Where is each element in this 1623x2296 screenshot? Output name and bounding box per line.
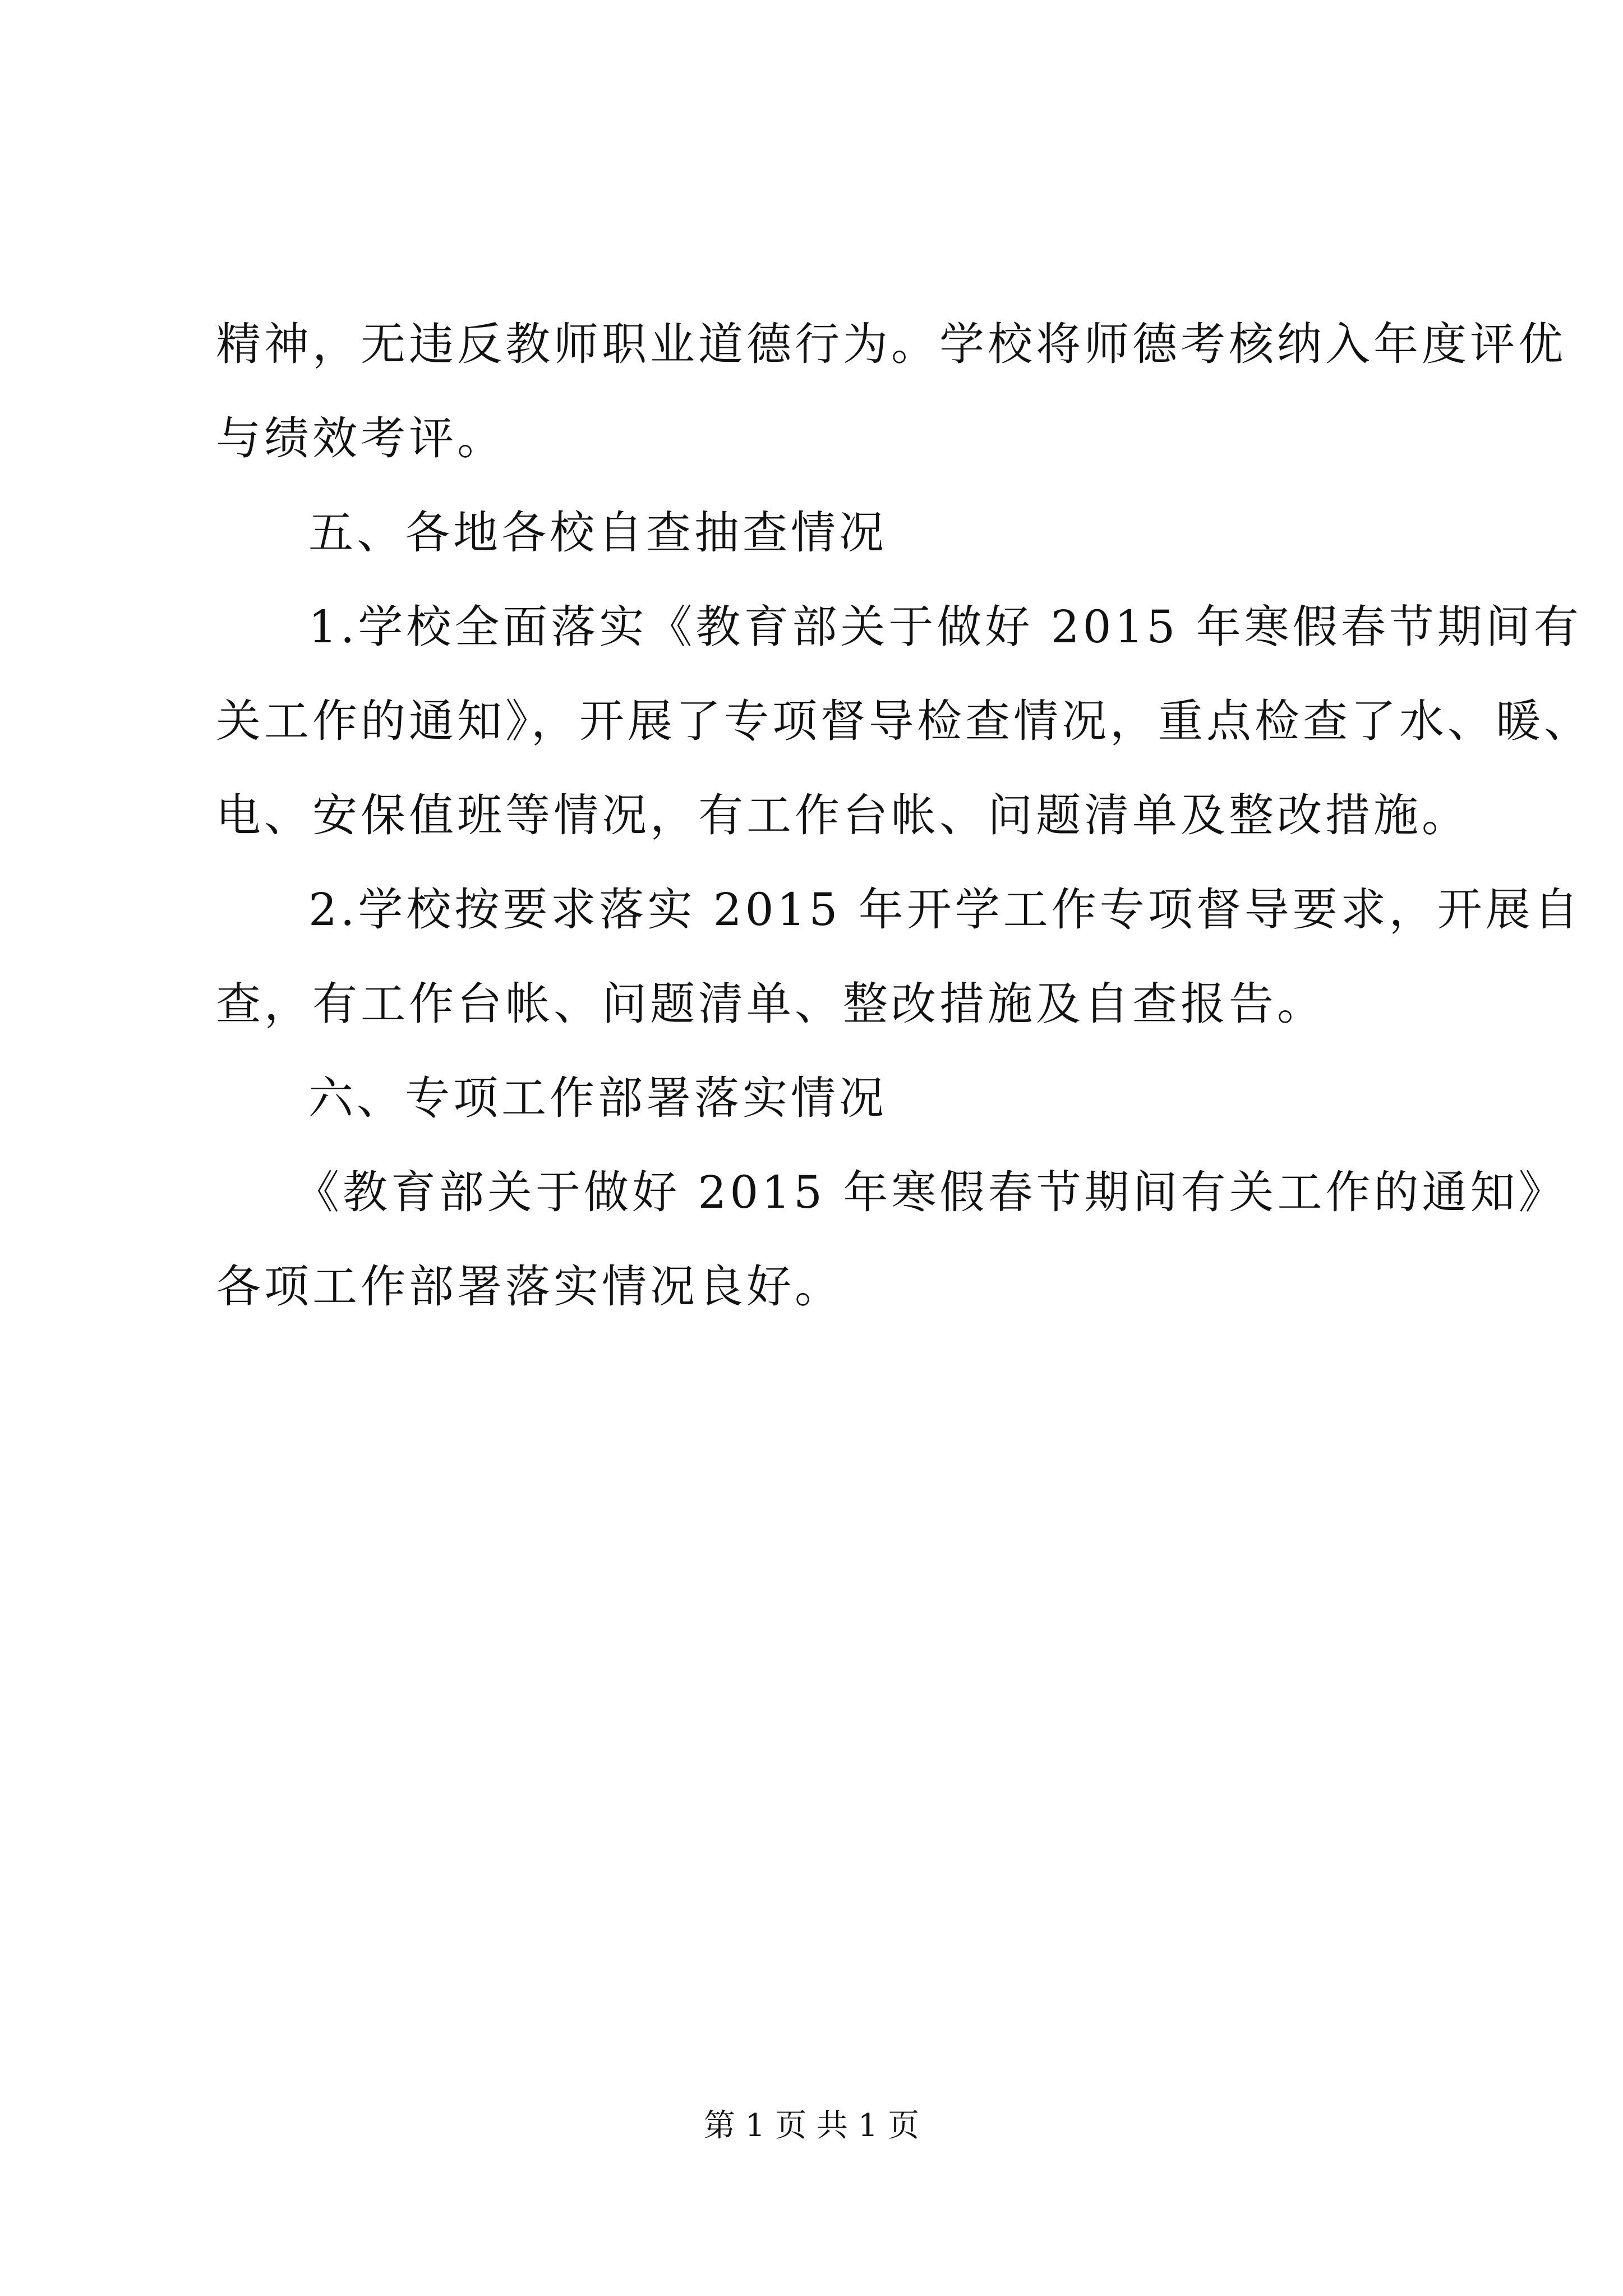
paragraph-line: 2.学校按要求落实 2015 年开学工作专项督导要求，开展自 — [308, 884, 1582, 936]
paragraph-line: 查，有工作台帐、问题清单、整改措施及自查报告。 — [216, 978, 1325, 1030]
paragraph-line: 《教育部关于做好 2015 年寒假春节期间有关工作的通知》 — [294, 1166, 1567, 1218]
document-body — [216, 297, 1592, 1334]
paragraph-line: 1.学校全面落实《教育部关于做好 2015 年寒假春节期间有 — [308, 601, 1582, 653]
paragraph-line: 电、安保值班等情况，有工作台帐、问题清单及整改措施。 — [216, 789, 1470, 841]
paragraph-line: 与绩效考评。 — [216, 412, 505, 464]
page-footer: 第 1 页 共 1 页 — [703, 2108, 920, 2144]
paragraph-line: 各项工作部署落实情况良好。 — [216, 1260, 843, 1313]
paragraph-line: 精神，无违反教师职业道德行为。学校将师德考核纳入年度评优 — [216, 318, 1566, 370]
section-heading: 五、各地各校自查抽查情况 — [308, 507, 887, 559]
paragraph-line: 关工作的通知》，开展了专项督导检查情况，重点检查了水、暖、 — [216, 695, 1592, 747]
section-heading: 六、专项工作部署落实情况 — [308, 1072, 887, 1124]
